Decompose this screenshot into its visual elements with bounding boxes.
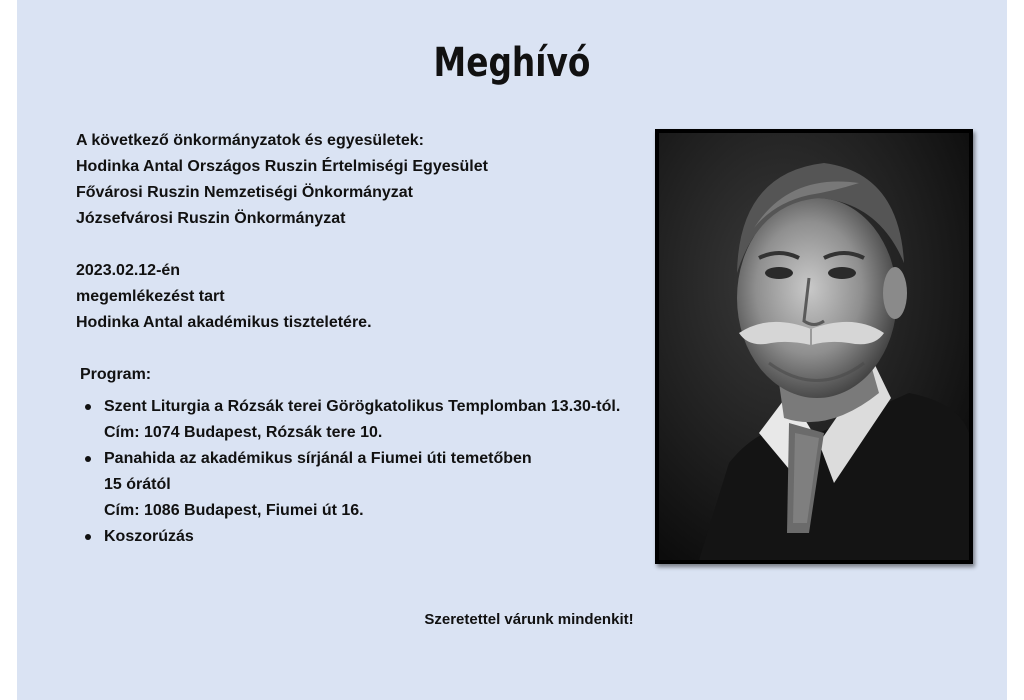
invitation-body [76,128,656,550]
closing-message: Szeretettel várunk mindenkit! [424,611,634,628]
bullet-icon [85,404,91,410]
invitation-page [17,0,1007,700]
program-label: Program: [80,366,152,383]
portrait-photo [655,129,973,564]
bullet-icon [85,534,91,540]
event-action: megemlékezést tart [76,288,225,305]
program-list [76,394,656,550]
organizer-item: Józsefvárosi Ruszin Önkormányzat [76,210,346,227]
organizer-item: Hodinka Antal Országos Ruszin Értelmiségi Egyesület [76,158,488,175]
program-item-text: Koszorúzás [104,528,194,545]
list-item [76,524,656,550]
event-honoree: Hodinka Antal akadémikus tiszteletére. [76,314,372,331]
program-item-address: Cím: 1074 Budapest, Rózsák tere 10. [104,424,383,441]
program-item-text: Szent Liturgia a Rózsák terei Görögkatolikus Templomban 13.30-tól. [104,398,621,415]
page-title: Meghívó [433,40,591,86]
portrait-image [659,133,969,560]
program-item-address: Cím: 1086 Budapest, Fiumei út 16. [104,502,364,519]
bullet-icon [85,456,91,462]
event-date: 2023.02.12-én [76,262,181,279]
program-item-text: Panahida az akadémikus sírjánál a Fiumei úti temetőben [104,450,532,467]
program-item-time: 15 órától [104,476,171,493]
list-item [76,446,656,524]
organizer-item: Fővárosi Ruszin Nemzetiségi Önkormányzat [76,184,413,201]
list-item [76,394,656,446]
organizers-intro: A következő önkormányzatok és egyesületek: [76,132,424,149]
